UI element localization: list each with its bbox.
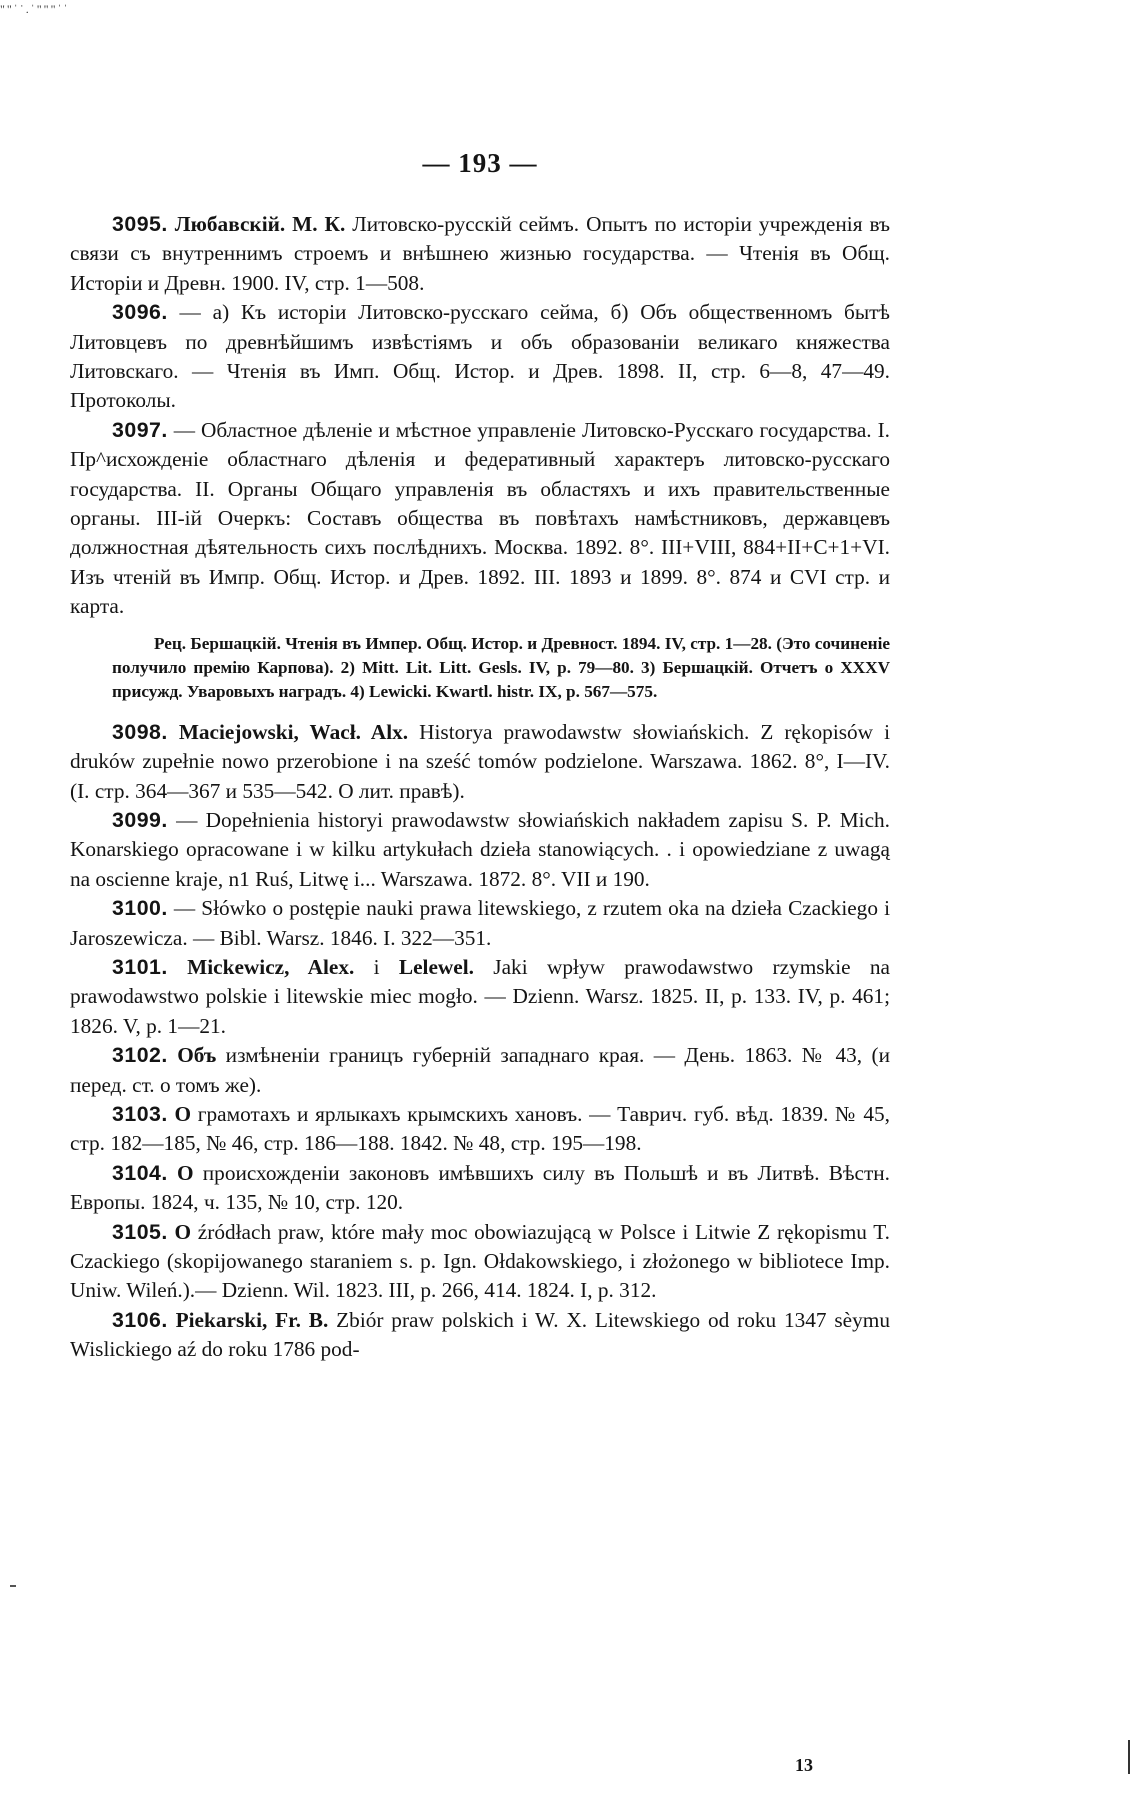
entry-number: 3097. bbox=[112, 417, 168, 442]
entry-3101 bbox=[70, 953, 890, 1041]
entry-text: Historya prawodawstw słowiańskich. Z rękopisów i druków zupełnie nowo przerobione i na sześć tomów podzielone. Warszawa. 1862. 8°, I—IV. (I. стр. 364—367 и 535—542. О лит. правѣ). bbox=[70, 719, 890, 803]
scan-mark-dot bbox=[10, 1585, 16, 1587]
entry-number: 3106. bbox=[112, 1307, 168, 1332]
entry-author: O bbox=[174, 1219, 192, 1244]
entry-author: Объ bbox=[177, 1043, 217, 1068]
entry-conjunction: i bbox=[354, 954, 399, 979]
entry-number: 3104. bbox=[112, 1160, 168, 1185]
entry-text: Литовско-русскій сеймъ. Опытъ по исторіи учрежденія въ связи съ внутреннимъ строемъ и внѣшнею жизнью государства. — Чтенія въ Общ. Исторіи и Древн. 1900. IV, стр. 1—508. bbox=[70, 212, 890, 295]
entry-number: 3101. bbox=[112, 954, 168, 979]
entry-text: — Областное дѣленіе и мѣстное управленіе Литовско-Русскаго государства. I. Пр^исхожденіе областнаго дѣленія и федеративный характеръ литовско-русскаго государства. II. Органы Общаго управленія въ областяхъ и ихъ правительственные органы. III-ій Очеркъ: Составъ общества въ повѣтахъ намѣстниковъ, державцевъ должностная дѣятельность сихъ послѣднихъ. Москва. 1892. 8°. III+VIII, 884+II+C+1+VI. Изъ чтеній въ Импр. Общ. Истор. и Древ. 1892. III. 1893 и 1899. 8°. 874 и CVI стр. и карта. bbox=[70, 417, 890, 619]
printer-signature-mark: 13 bbox=[795, 1755, 813, 1775]
entry-3096 bbox=[70, 298, 890, 416]
entry-3105 bbox=[70, 1218, 890, 1306]
entry-author-2: Lelewel. bbox=[398, 954, 474, 979]
entry-author: Piekarski, Fr. B. bbox=[175, 1307, 329, 1332]
entry-text: измѣненіи границъ губерній западнаго края. — День. 1863. № 43, (и перед. ст. о томъ же). bbox=[70, 1043, 891, 1097]
entry-3099 bbox=[70, 806, 890, 894]
entry-3100 bbox=[70, 894, 890, 953]
entry-text: — Dopełnienia historyi prawodawstw słowiańskich nakładem zapisu S. P. Mich. Konarskiego opracowane i w kilku artykułach dzieła stanowiących. . i opowiedziane z uwagą na oscienne kraje, n1 Ruś, Litwę i... Warszawa. 1872. 8°. VII и 190. bbox=[70, 807, 890, 891]
entry-text: Zbiór praw polskich i W. X. Litewskiego od roku 1347 sèymu Wislickiego aź do roku 1786 pod- bbox=[70, 1307, 890, 1362]
entry-author: О bbox=[174, 1101, 192, 1126]
entry-number: 3103. bbox=[112, 1101, 168, 1126]
entry-text: — а) Къ исторіи Литовско-русскаго сейма, б) Объ общественномъ бытѣ Литовцевъ по древнѣйшимъ извѣстіямъ и объ образованіи великаго княжества Литовскаго. — Чтенія въ Имп. Общ. Истор. и Древ. 1898. II, стр. 6—8, 47—49. Протоколы. bbox=[70, 300, 890, 413]
entry-3095 bbox=[70, 210, 890, 298]
entry-number: 3099. bbox=[112, 807, 168, 832]
entry-3104 bbox=[70, 1159, 890, 1218]
scan-mark-top: ""ˈ˙.ˈ"""ˈˈ bbox=[0, 2, 70, 16]
entry-text: — Słówko o postępie nauki prawa litewskiego, z rzutem oka na dzieła Czackiego i Jaroszewicza. — Bibl. Warsz. 1846. I. 322—351. bbox=[70, 896, 890, 950]
entry-author: Mickewicz, Alex. bbox=[187, 954, 355, 979]
entry-3098 bbox=[70, 718, 890, 806]
entry-author: Любавскій. М. К. bbox=[174, 212, 346, 236]
entry-number: 3098. bbox=[112, 719, 168, 744]
entry-text: źródłach praw, które mały moc obowiazującą w Polsce i Litwie Z rękopismu T. Czackiego (skopijowanego staraniem s. p. Ign. Ołdakowskiego, i złożonego w bibliotece Imp. Uniw. Wileń.).— Dzienn. Wil. 1823. III, p. 266, 414. 1824. I, p. 312. bbox=[70, 1219, 890, 1303]
entry-3106 bbox=[70, 1306, 890, 1365]
review-note: Рец. Бершацкій. Чтенія въ Импер. Общ. Истор. и Древност. 1894. IV, стр. 1—28. (Это сочиненіе получило премію Карпова). 2) Mitt. Lit. Litt. Gesls. IV, p. 79—80. 3) Бершацкій. Отчетъ о XXXV присужд. Уваровыхъ наградъ. 4) Lewicki. Kwartl. histr. IX, p. 567—575. bbox=[112, 633, 890, 701]
entry-text: Jaki wpływ prawodawstwo rzymskie na prawodawstwo polskie i litewskie miec mogło. — Dzienn. Warsz. 1825. II, p. 133. IV, p. 461; 1826. V, p. 1—21. bbox=[70, 954, 890, 1038]
scan-mark-side bbox=[1128, 1740, 1130, 1774]
entry-number: 3102. bbox=[112, 1043, 168, 1068]
bibliography-entries bbox=[70, 210, 890, 1365]
entry-3103 bbox=[70, 1100, 890, 1159]
entry-number: 3105. bbox=[112, 1219, 168, 1244]
entry-text: грамотахъ и ярлыкахъ крымскихъ хановъ. — Таврич. губ. вѣд. 1839. № 45, стр. 182—185, № 46, стр. 186—188. 1842. № 48, стр. 195—198. bbox=[70, 1101, 890, 1156]
entry-3097 bbox=[70, 416, 890, 622]
entry-number: 3100. bbox=[112, 896, 168, 921]
entry-number: 3095. bbox=[112, 212, 168, 236]
entry-number: 3096. bbox=[112, 300, 168, 325]
entry-author: Maciejowski, Wacł. Alx. bbox=[178, 719, 409, 744]
page-number: — 193 — bbox=[422, 148, 538, 178]
document-page bbox=[70, 0, 890, 1802]
entry-text: происхожденіи законовъ имѣвшихъ силу въ Польшѣ и въ Литвѣ. Вѣстн. Европы. 1824, ч. 135, № 10, стр. 120. bbox=[70, 1160, 890, 1215]
entry-author: О bbox=[177, 1160, 194, 1185]
entry-3102 bbox=[70, 1041, 890, 1100]
